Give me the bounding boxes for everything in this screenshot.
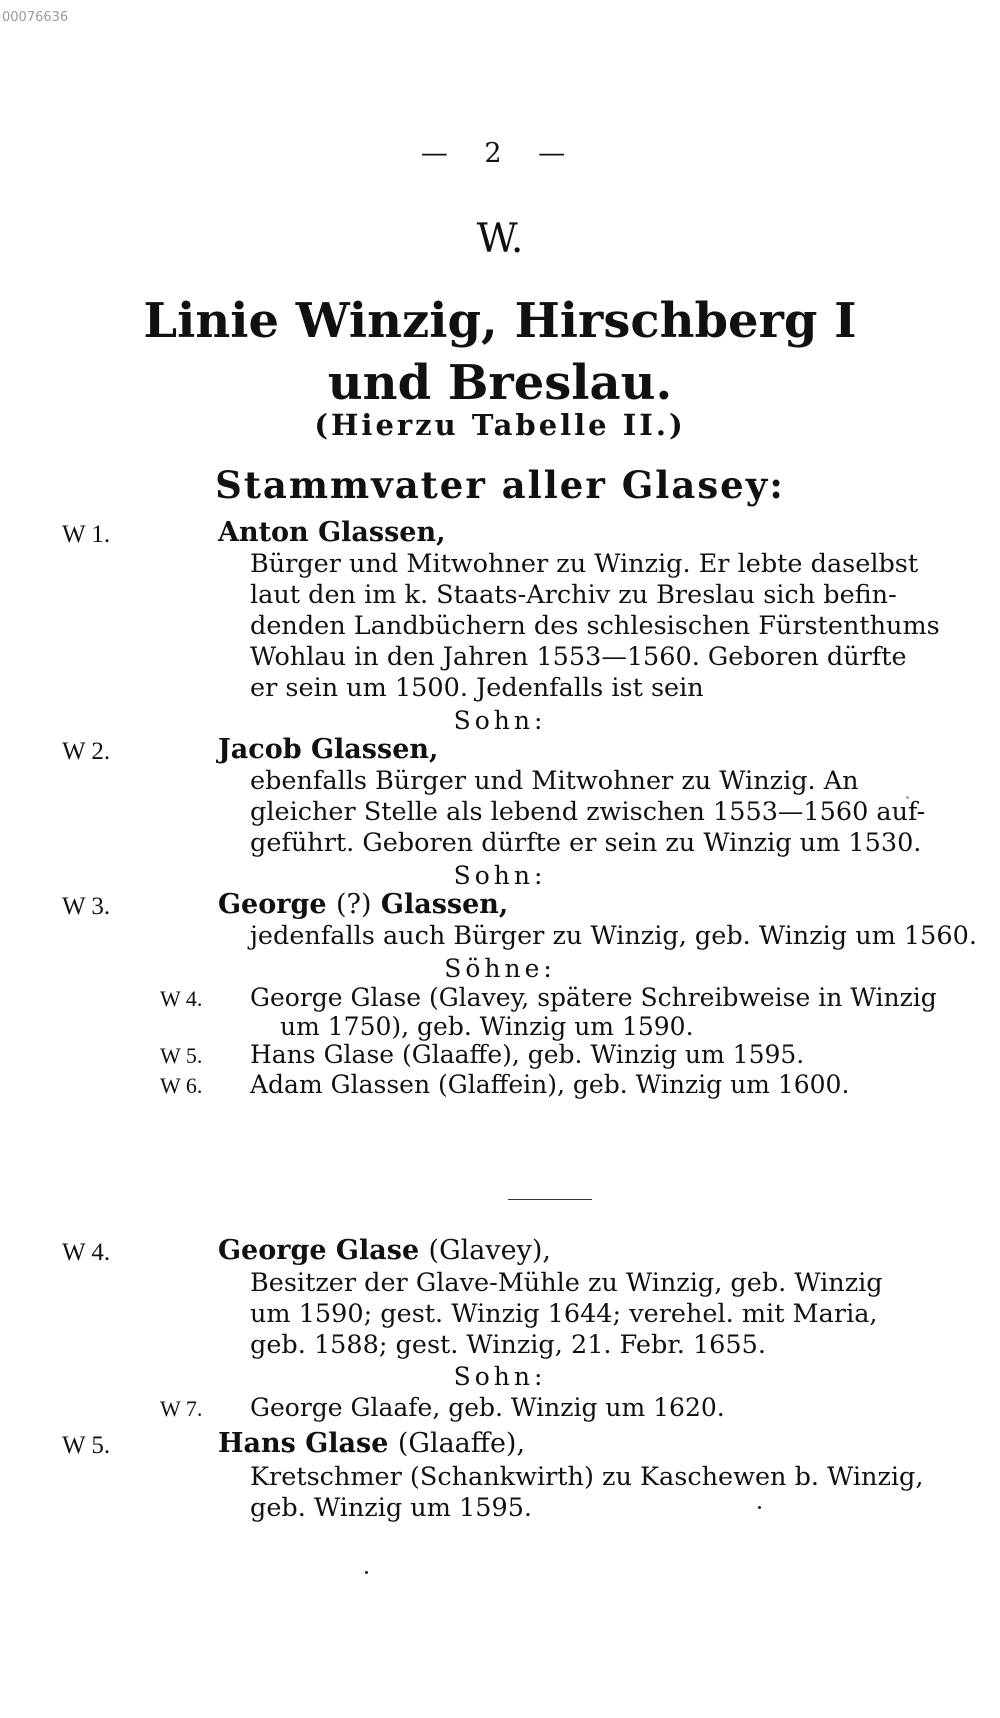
child-line: Adam Glassen (Glaffein), geb. Winzig um 1600. xyxy=(250,1070,850,1099)
entry-w4-line: um 1590; gest. Winzig 1644; verehel. mit Maria, xyxy=(250,1299,878,1329)
entry-name-w2: Jacob Glassen, xyxy=(218,734,439,765)
entry-w5-line: Kretschmer (Schankwirth) zu Kaschewen b. Winzig, xyxy=(250,1462,924,1492)
child-label-w4: Sohn: xyxy=(453,1362,547,1391)
child-label-w3: Söhne: xyxy=(444,954,556,983)
entry-name-w5-main: Hans Glase xyxy=(218,1428,389,1459)
child-code: W 4. xyxy=(160,986,203,1011)
title-line-2: und Breslau. xyxy=(327,355,673,411)
entry-w1-line: laut den im k. Staats-Archiv zu Breslau sich befin- xyxy=(250,580,897,610)
entry-w4-line: geb. 1588; gest. Winzig, 21. Febr. 1655. xyxy=(250,1330,766,1360)
print-speck xyxy=(758,1506,761,1509)
entry-w5-line: geb. Winzig um 1595. xyxy=(250,1493,533,1523)
section-heading: Stammvater aller Glasey: xyxy=(215,463,785,507)
entry-name-w3-first: George xyxy=(218,889,327,920)
series-letter: W. xyxy=(476,216,524,262)
entry-w1-line: Bürger und Mitwohner zu Winzig. Er lebte daselbst xyxy=(250,549,919,579)
entry-name-w1: Anton Glassen, xyxy=(218,517,446,548)
child-line: um 1750), geb. Winzig um 1590. xyxy=(280,1012,694,1041)
page-title xyxy=(0,290,1000,414)
child-label-w1: Sohn: xyxy=(453,706,547,735)
entry-w1-line: Wohlau in den Jahren 1553—1560. Geboren dürfte xyxy=(250,642,907,672)
table-reference: (Hierzu Tabelle II.) xyxy=(314,408,686,442)
entry-name-w4 xyxy=(218,1235,551,1266)
entry-w1-line: denden Landbüchern des schlesischen Fürstenthums xyxy=(250,611,940,641)
entry-name-w5-variant: (Glaaffe), xyxy=(397,1428,526,1459)
entry-code-w4: W 4. xyxy=(62,1239,111,1266)
entry-name-w5 xyxy=(218,1428,525,1459)
entry-code-w2: W 2. xyxy=(62,738,111,765)
entry-w1-line: er sein um 1500. Jedenfalls ist sein xyxy=(250,673,704,703)
entry-code-w5: W 5. xyxy=(62,1432,111,1459)
entry-w2-line: geführt. Geboren dürfte er sein zu Winzig um 1530. xyxy=(250,828,922,858)
entry-code-w1: W 1. xyxy=(62,521,111,548)
entry-name-w3-last: Glassen, xyxy=(380,889,509,920)
entry-w3-line: jedenfalls auch Bürger zu Winzig, geb. Winzig um 1560. xyxy=(250,921,977,951)
child-line: George Glase (Glavey, spätere Schreibweise in Winzig xyxy=(250,983,937,1012)
child-code: W 7. xyxy=(160,1396,203,1421)
child-line: George Glaafe, geb. Winzig um 1620. xyxy=(250,1393,725,1422)
print-speck xyxy=(365,1571,368,1574)
section-divider xyxy=(508,1199,592,1200)
entry-w2-line: gleicher Stelle als lebend zwischen 1553—1560 auf- xyxy=(250,797,926,827)
entry-name-w4-variant: (Glavey), xyxy=(428,1235,551,1266)
page-number: — 2 — xyxy=(420,138,580,169)
title-line-1: Linie Winzig, Hirschberg I xyxy=(143,293,857,349)
entry-name-w4-main: George Glase xyxy=(218,1235,420,1266)
child-label-w2: Sohn: xyxy=(453,861,547,890)
child-code: W 5. xyxy=(160,1043,203,1068)
scan-id: 00076636 xyxy=(2,10,69,25)
entry-code-w3: W 3. xyxy=(62,893,111,920)
entry-w2-line: ebenfalls Bürger und Mitwohner zu Winzig. An xyxy=(250,766,859,796)
entry-name-w3-uncertain: (?) xyxy=(335,889,372,920)
print-speck xyxy=(906,796,909,799)
entry-name-w3 xyxy=(218,889,508,920)
child-code: W 6. xyxy=(160,1073,203,1098)
entry-w4-line: Besitzer der Glave-Mühle zu Winzig, geb. Winzig xyxy=(250,1268,883,1298)
child-line: Hans Glase (Glaaffe), geb. Winzig um 1595. xyxy=(250,1040,805,1069)
